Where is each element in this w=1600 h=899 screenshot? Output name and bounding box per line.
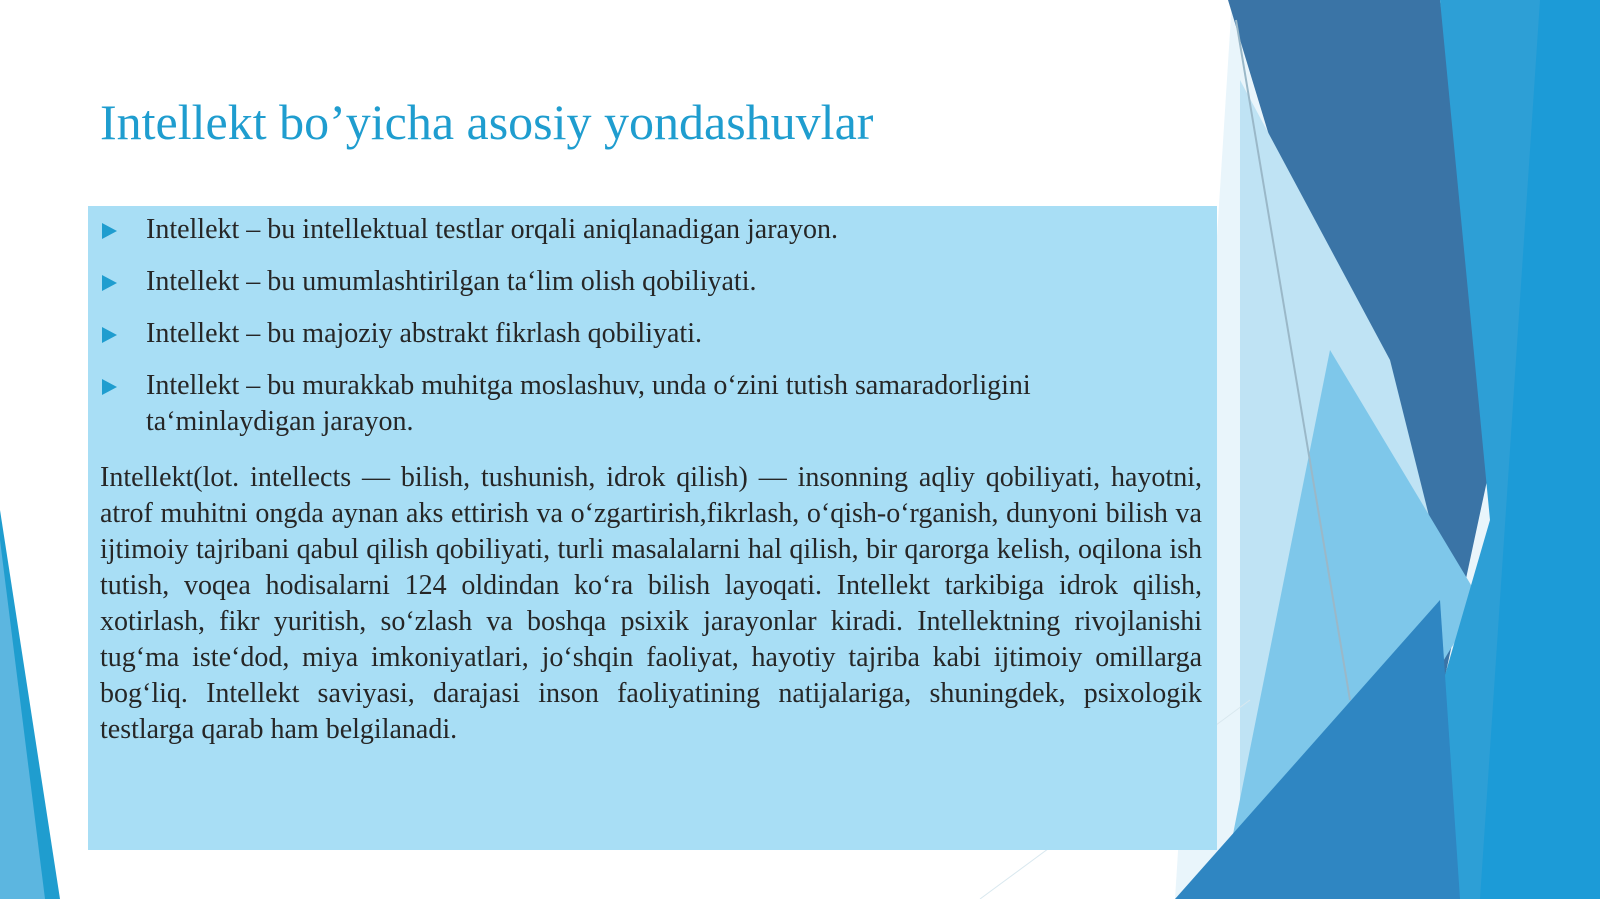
bullet-item (100, 368, 1190, 440)
bullet-list (100, 212, 1190, 456)
bullet-text: Intellekt – bu umumlashtirilgan ta‘lim olish qobiliyati. (146, 266, 757, 297)
triangle-bullet-icon (102, 223, 117, 239)
bullet-item (100, 264, 1190, 300)
bullet-item (100, 212, 1190, 248)
bullet-text: Intellekt – bu intellektual testlar orqali aniqlanadigan jarayon. (146, 214, 838, 245)
triangle-bullet-icon (102, 327, 117, 343)
bullet-text: Intellekt – bu majoziy abstrakt fikrlash qobiliyati. (146, 318, 702, 349)
triangle-bullet-icon (102, 275, 117, 291)
content-box (88, 206, 1217, 850)
bullet-text: Intellekt – bu murakkab muhitga moslashuv, unda o‘zini tutish samaradorligini ta‘minlaydigan jarayon. (146, 370, 1031, 437)
definition-paragraph: Intellekt(lot. intellects — bilish, tushunish, idrok qilish) — insonning aqliy qobiliyati, hayotni, atrof muhitni ongda aynan aks ettirish va o‘zgartirish,fikrlash, o‘qish-o‘rganish, dunyoni bilish va ijtimoiy tajribani qabul qilish qobiliyati, turli masalalarni hal qilish, bir qarorga kelish, oqilona ish tutish, voqea hodisalarni 124 oldindan ko‘ra bilish layoqati. Intellekt tarkibiga idrok qilish, xotirlash, fikr yuritish, so‘zlash va boshqa psixik jarayonlar kiradi. Intellektning rivojlanishi tug‘ma iste‘dod, miya imkoniyatlari, jo‘shqin faoliyat, hayotiy tajriba kabi ijtimoiy omillarga bog‘liq. Intellekt saviyasi, darajasi inson faoliyatining natijalariga, shuningdek, psixologik testlarga qarab ham belgilanadi. (100, 462, 1202, 745)
bullet-item (100, 316, 1190, 352)
slide-title: Intellekt bo’yicha asosiy yondashuvlar (100, 94, 874, 150)
triangle-bullet-icon (102, 379, 117, 395)
